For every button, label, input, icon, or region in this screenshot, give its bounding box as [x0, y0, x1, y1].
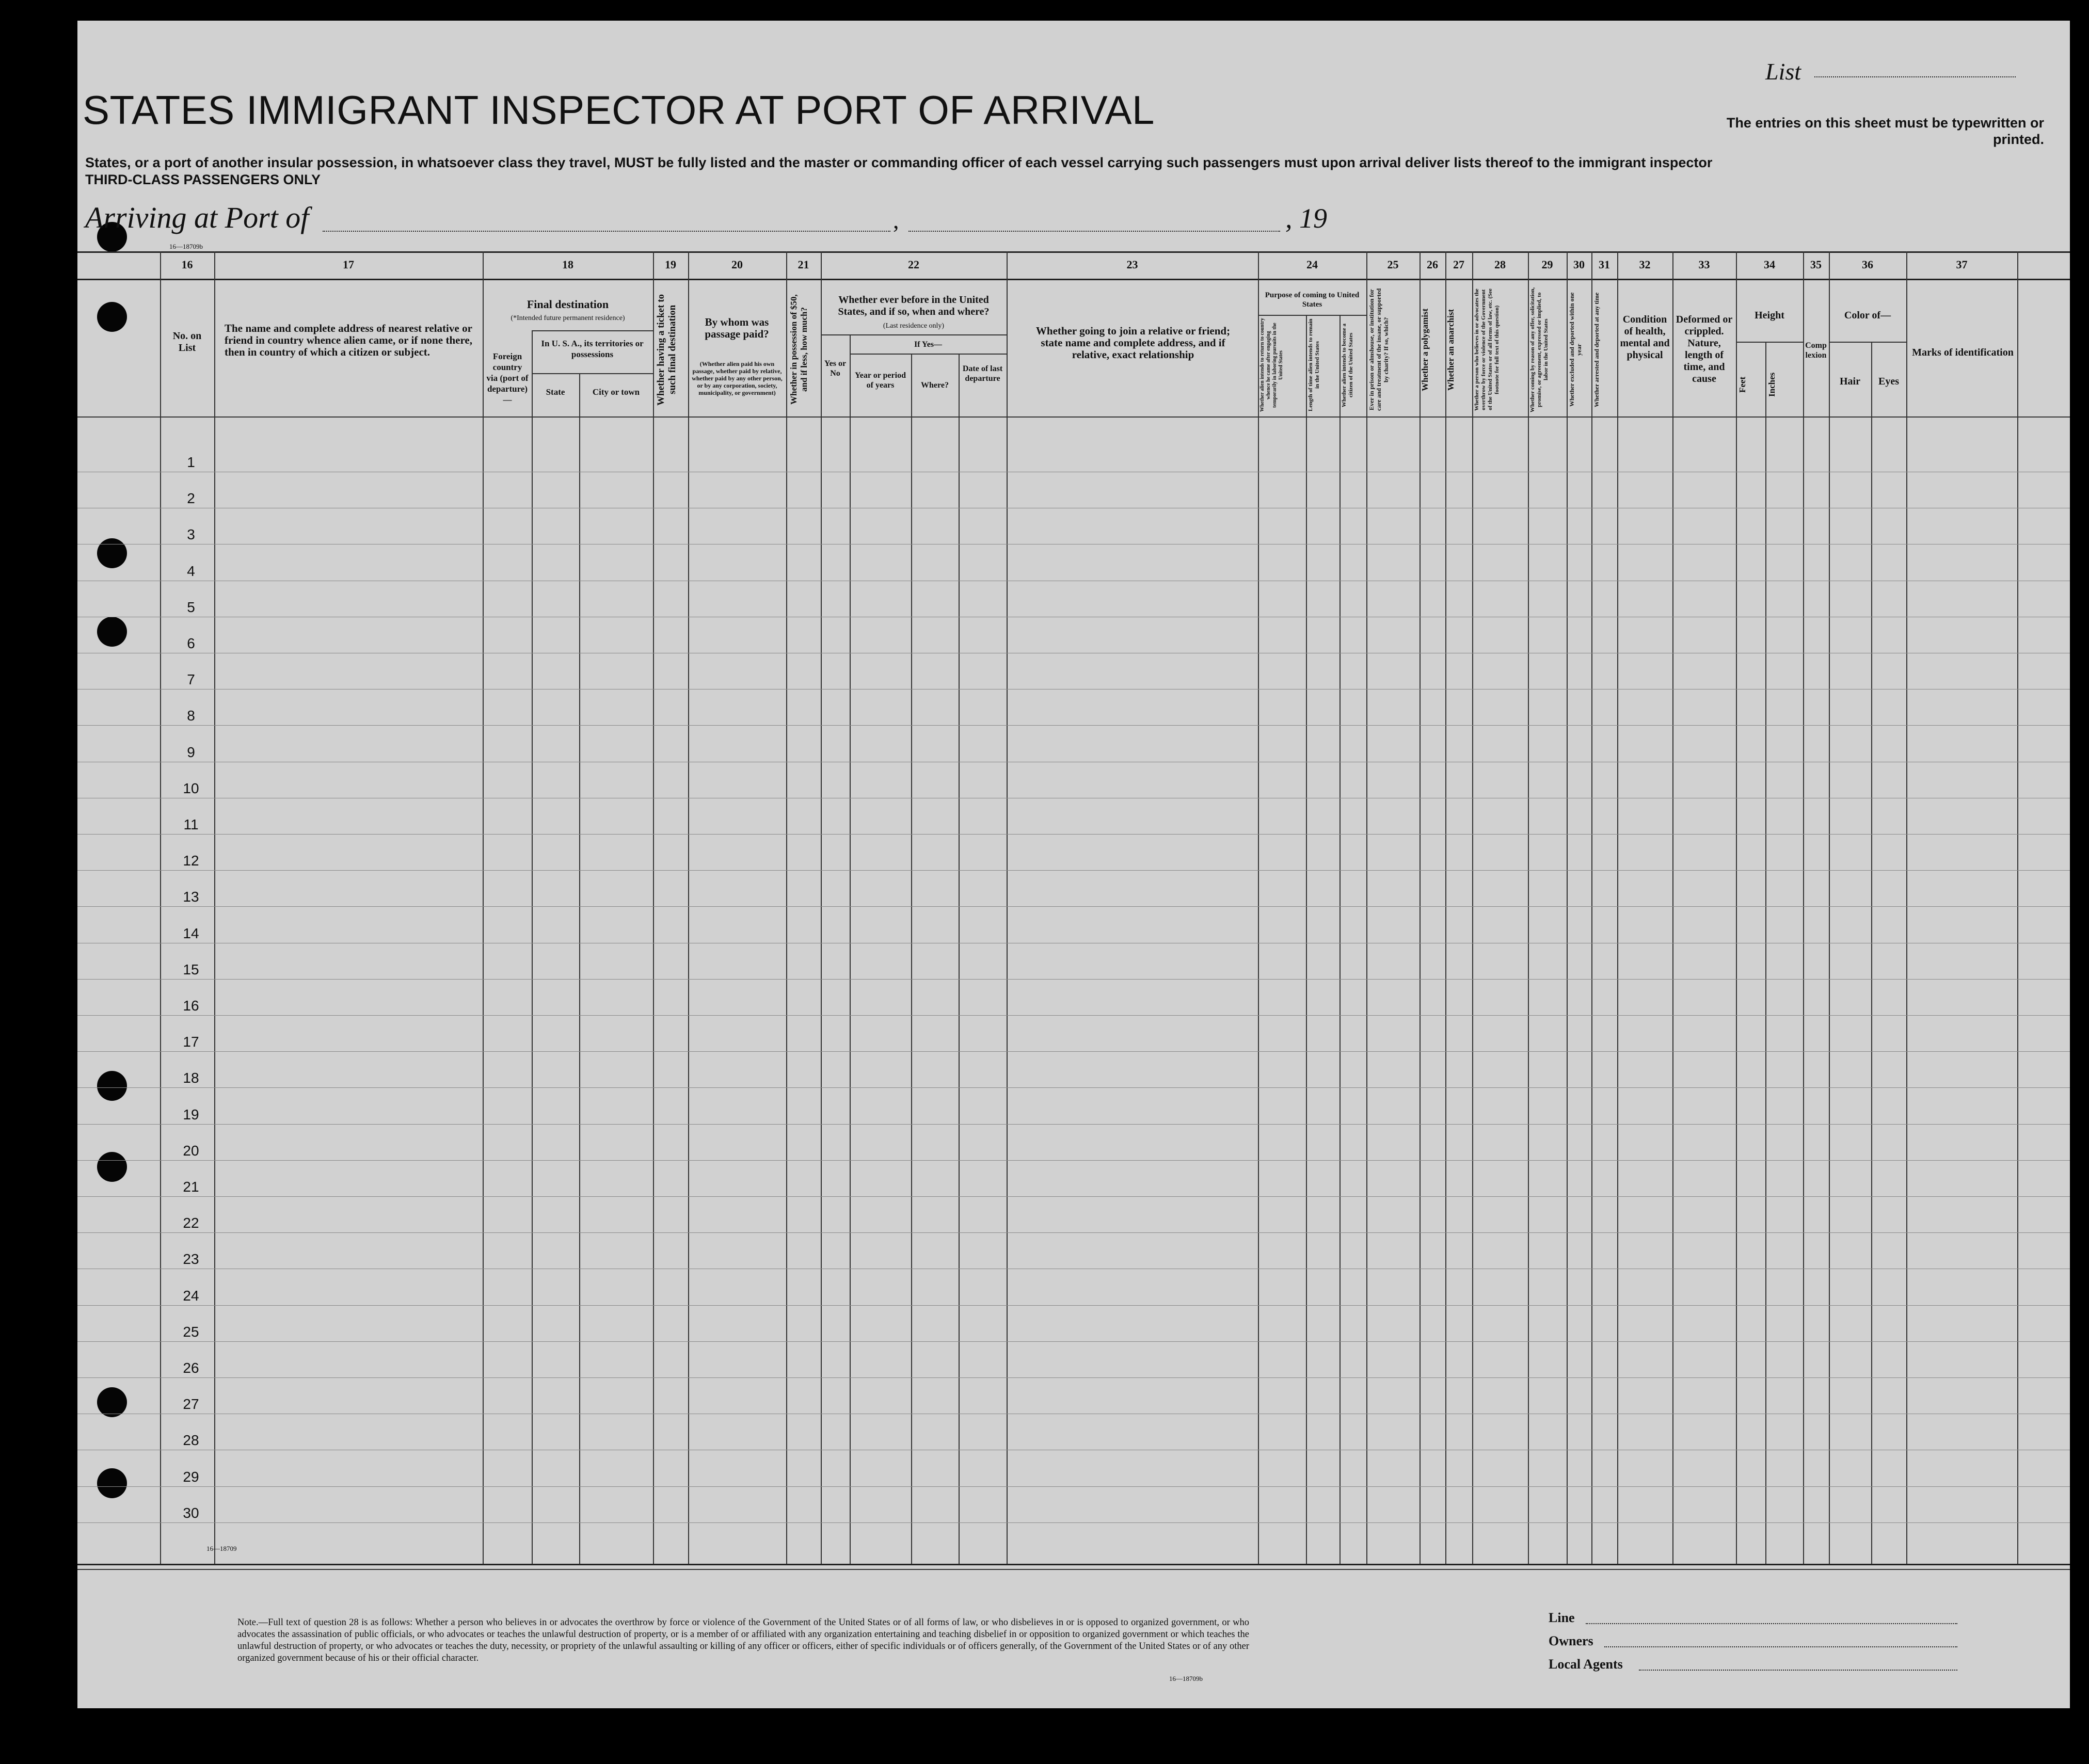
column-rule	[160, 251, 161, 1564]
row-rule	[77, 1232, 2070, 1233]
header-color-of: Color of—	[1844, 310, 1891, 321]
row-number: 22	[183, 1215, 199, 1231]
header-purpose-return: Whether alien intends to return to country whence he came after engaging temporarily in laboring pursuits in the United States	[1259, 318, 1284, 412]
arriving-date-field[interactable]	[908, 231, 1280, 232]
header-polygamist: Whether a polygamist	[1420, 308, 1430, 391]
header-hair: Hair	[1840, 376, 1860, 387]
row-number: 26	[183, 1360, 199, 1376]
header-deformed: Deformed or crippled. Nature, length of time, and cause	[1676, 314, 1733, 384]
column-number: 29	[1541, 258, 1553, 271]
column-number: 22	[908, 258, 919, 271]
column-rule	[483, 251, 484, 1564]
column-rule	[2017, 251, 2018, 1564]
sub-rule	[532, 373, 653, 374]
header-q30: Whether excluded and deported within one year	[1568, 292, 1583, 407]
column-rule	[1871, 342, 1872, 1564]
header-final-destination: Final destination	[527, 298, 609, 311]
owners-label: Owners	[1549, 1633, 1593, 1648]
row-number: 5	[187, 599, 195, 615]
sub-rule	[532, 330, 653, 331]
header-height: Height	[1755, 310, 1784, 321]
row-number: 11	[183, 816, 199, 832]
header-anarchist: Whether an anarchist	[1446, 309, 1456, 391]
row-number: 19	[183, 1106, 199, 1122]
header-city-or-town: City or town	[592, 387, 640, 397]
column-rule	[1736, 251, 1737, 1564]
column-rule	[1007, 251, 1008, 1564]
punch-hole	[97, 538, 127, 568]
row-rule	[77, 1124, 2070, 1125]
column-rule	[1591, 251, 1592, 1564]
row-number: 13	[183, 889, 199, 905]
row-number: 17	[183, 1034, 199, 1050]
header-complexion: Complexion	[1805, 341, 1827, 360]
header-bottom-rule	[77, 416, 2070, 418]
header-purpose-length: Length of time alien intends to remain in the United States	[1307, 318, 1320, 412]
column-rule	[1306, 315, 1307, 1564]
column-rule	[821, 251, 822, 1564]
row-rule	[77, 1196, 2070, 1197]
row-number: 14	[183, 925, 199, 941]
line-label: Line	[1549, 1610, 1575, 1625]
header-purpose: Purpose of coming to United States	[1265, 291, 1360, 309]
column-rule	[1339, 315, 1341, 1564]
column-rule	[1906, 251, 1907, 1564]
footnote-question-28: Note.—Full text of question 28 is as follows: Whether a person who believes in or advocates the overthrow by force or violence of the Government of the United States or of all forms of law, or who disbelieves in or is opposed to organized government, or who advocates the assassination of public officials, or who advocates or teaches the unlawful destruction of property, or is a member of or affiliated with any organization entertaining and teaching disbelief in or opposition to organized government or which teaches the unlawful destruction of property, or who advocates or teaches the duty, necessity, or propriety of the unlawful assaulting or killing of any officer or officers, either of specific individuals or of officers generally, of the Government of the United States or of any other organized government because of his or their official character.	[237, 1617, 1249, 1663]
owners-field[interactable]	[1604, 1646, 1957, 1647]
sub-rule	[1829, 342, 1906, 343]
row-rule	[77, 906, 2070, 907]
header-state: State	[546, 387, 565, 397]
header-in-usa: In U. S. A., its territories or possessions	[541, 339, 644, 359]
arriving-comma: ,	[893, 207, 899, 233]
sub-rule	[821, 334, 1007, 335]
row-rule	[77, 725, 2070, 726]
form-code-top: 16—18709b	[169, 243, 203, 250]
header-q29: Whether coming by reason of any offer, solicitation, promise, or agreement, expressed or implied, to labor in the United States	[1529, 287, 1549, 412]
column-rule	[1445, 251, 1446, 1564]
row-number: 9	[187, 744, 195, 760]
punch-hole	[97, 1387, 127, 1417]
row-rule	[77, 1305, 2070, 1306]
row-rule	[77, 1522, 2070, 1523]
row-number: 3	[187, 526, 195, 542]
column-rule	[1472, 251, 1473, 1564]
header-going-to-join: Whether going to join a relative or friend; state name and complete address, and if relative, exact relationship	[1035, 325, 1231, 361]
column-number: 26	[1427, 258, 1438, 271]
header-q28: Whether a person who believes in or advocates the overthrow by force or violence of the Government of the United States or of all forms of law, etc. (See footnote for full text of this question)	[1474, 288, 1500, 411]
table-top-rule	[77, 251, 2070, 253]
column-rule	[850, 334, 851, 1564]
row-number: 10	[183, 780, 199, 796]
header-inches: Inches	[1767, 372, 1777, 397]
row-number: 30	[183, 1505, 199, 1521]
header-fifty-dollars: Whether in possession of $50, and if less, how much?	[789, 294, 809, 405]
header-purpose-citizen: Whether alien intends to become a citizen of the United States	[1341, 323, 1354, 407]
header-prison: Ever in prison or almshouse, or institution for care and treatment of the insane, or supported by charity? If so, which?	[1368, 288, 1390, 411]
table-bottom-rule	[77, 1564, 2070, 1565]
row-rule	[77, 1087, 2070, 1088]
header-by-whom-note: (Whether alien paid his own passage, whether paid by relative, whether paid by any other person, or by any corporation, society, municipality, or government)	[692, 360, 783, 396]
row-rule	[77, 834, 2070, 835]
arriving-port-field[interactable]	[323, 231, 890, 232]
column-rule	[688, 251, 689, 1564]
row-number: 21	[183, 1179, 199, 1195]
header-marks: Marks of identification	[1912, 347, 2014, 358]
header-feet: Feet	[1737, 376, 1747, 393]
column-rule	[959, 354, 960, 1564]
table-bottom-rule	[77, 1569, 2070, 1570]
line-field[interactable]	[1586, 1623, 1957, 1624]
row-number: 28	[183, 1432, 199, 1448]
list-label: List	[1765, 58, 1801, 85]
form-code-bottom: 16—18709	[206, 1545, 237, 1552]
local-agents-field[interactable]	[1639, 1670, 1957, 1671]
column-number: 31	[1599, 258, 1610, 271]
header-yes-or-no: Yes or No	[824, 359, 847, 378]
column-number: 32	[1639, 258, 1651, 271]
column-number: 37	[1956, 258, 1968, 271]
column-rule	[532, 330, 533, 1564]
column-number: 19	[665, 258, 676, 271]
manifest-sheet	[77, 21, 2070, 1708]
punch-hole	[97, 1071, 127, 1101]
entries-note: The entries on this sheet must be typewritten or printed.	[1726, 115, 2044, 147]
column-number: 23	[1126, 258, 1138, 271]
row-number: 23	[183, 1251, 199, 1267]
row-number: 12	[183, 853, 199, 869]
row-rule	[77, 1341, 2070, 1342]
column-number-rule	[77, 279, 2070, 280]
sub-rule	[1258, 315, 1366, 316]
column-rule	[579, 373, 580, 1564]
footnote-code: 16—18709b	[1169, 1675, 1203, 1682]
row-number: 15	[183, 961, 199, 977]
row-rule	[77, 1486, 2070, 1487]
column-rule	[1765, 342, 1766, 1564]
column-number: 18	[562, 258, 573, 271]
header-ever-before: Whether ever before in the United States, and if so, when and where?	[838, 294, 990, 317]
column-rule	[1567, 251, 1568, 1564]
column-rule	[1617, 251, 1618, 1564]
row-number: 16	[183, 998, 199, 1014]
column-number: 30	[1573, 258, 1585, 271]
header-year-or-period: Year or period of years	[855, 371, 906, 390]
column-number: 21	[798, 258, 809, 271]
header-where: Where?	[921, 381, 949, 390]
punch-hole	[97, 1152, 127, 1182]
column-rule	[786, 251, 787, 1564]
column-number: 33	[1698, 258, 1710, 271]
row-number: 8	[187, 708, 195, 724]
form-subtitle: States, or a port of another insular possession, in whatsoever class they travel, MUST be fully listed and the master or commanding officer of each vessel carrying such passengers must upon arrival deliver lists thereof to the immigrant inspector	[85, 155, 1713, 170]
row-rule	[77, 979, 2070, 980]
column-number: 34	[1764, 258, 1775, 271]
column-number: 20	[731, 258, 743, 271]
header-nearest-relative: The name and complete address of nearest relative or friend in country whence alien came, or if none there, then in country of which a citizen or subject.	[225, 322, 472, 358]
local-agents-label: Local Agents	[1549, 1657, 1623, 1672]
header-no-on-list: No. on List	[172, 330, 202, 354]
header-q31: Whether arrested and deported at any time	[1593, 292, 1600, 407]
column-rule	[653, 251, 654, 1564]
row-rule	[77, 870, 2070, 871]
column-number: 35	[1810, 258, 1822, 271]
row-number: 18	[183, 1070, 199, 1086]
form-title: STATES IMMIGRANT INSPECTOR AT PORT OF ARRIVAL	[83, 87, 1155, 133]
row-rule	[77, 1051, 2070, 1052]
row-number: 27	[183, 1396, 199, 1412]
punch-hole	[97, 302, 127, 332]
header-final-destination-note: (*Intended future permanent residence)	[511, 314, 625, 322]
column-rule	[1829, 251, 1830, 1564]
header-if-yes: If Yes—	[914, 340, 943, 349]
row-number: 20	[183, 1143, 199, 1159]
sub-rule	[1736, 342, 1803, 343]
punch-hole	[97, 617, 127, 647]
column-rule	[911, 354, 912, 1564]
row-number: 6	[187, 635, 195, 651]
column-number: 36	[1862, 258, 1873, 271]
list-number-field[interactable]	[1814, 76, 2016, 77]
row-number: 25	[183, 1324, 199, 1340]
header-ever-before-note: (Last residence only)	[883, 322, 945, 330]
column-rule	[1672, 251, 1673, 1564]
column-number: 17	[343, 258, 354, 271]
column-number: 28	[1494, 258, 1506, 271]
passenger-class-note: THIRD-CLASS PASSENGERS ONLY	[85, 172, 321, 187]
column-rule	[1366, 251, 1367, 1564]
punch-hole	[97, 1468, 127, 1498]
arriving-year-label: , 19	[1285, 203, 1327, 234]
header-date-last-departure: Date of last departure	[962, 364, 1003, 383]
column-rule	[1258, 251, 1259, 1564]
row-rule	[77, 1377, 2070, 1378]
column-rule	[1420, 251, 1421, 1564]
header-foreign-country: Foreign country via (port of departure)—	[486, 351, 529, 405]
row-rule	[77, 1160, 2070, 1161]
arriving-port-label: Arriving at Port of	[85, 201, 309, 234]
header-ticket: Whether having a ticket to such final destination	[656, 294, 678, 406]
row-number: 24	[183, 1288, 199, 1304]
column-rule	[1803, 251, 1804, 1564]
column-number: 27	[1453, 258, 1464, 271]
header-by-whom: By whom was passage paid?	[705, 316, 769, 340]
row-rule	[77, 1015, 2070, 1016]
row-number: 1	[187, 454, 195, 470]
row-number: 4	[187, 563, 195, 579]
row-number: 2	[187, 490, 195, 506]
row-number: 7	[187, 671, 195, 687]
sub-rule	[850, 354, 1007, 355]
column-number: 25	[1387, 258, 1399, 271]
column-rule	[1528, 251, 1529, 1564]
header-condition: Condition of health, mental and physical	[1620, 314, 1670, 361]
header-eyes: Eyes	[1878, 376, 1899, 387]
row-number: 29	[183, 1469, 199, 1485]
column-number: 24	[1306, 258, 1318, 271]
column-number: 16	[181, 258, 193, 271]
